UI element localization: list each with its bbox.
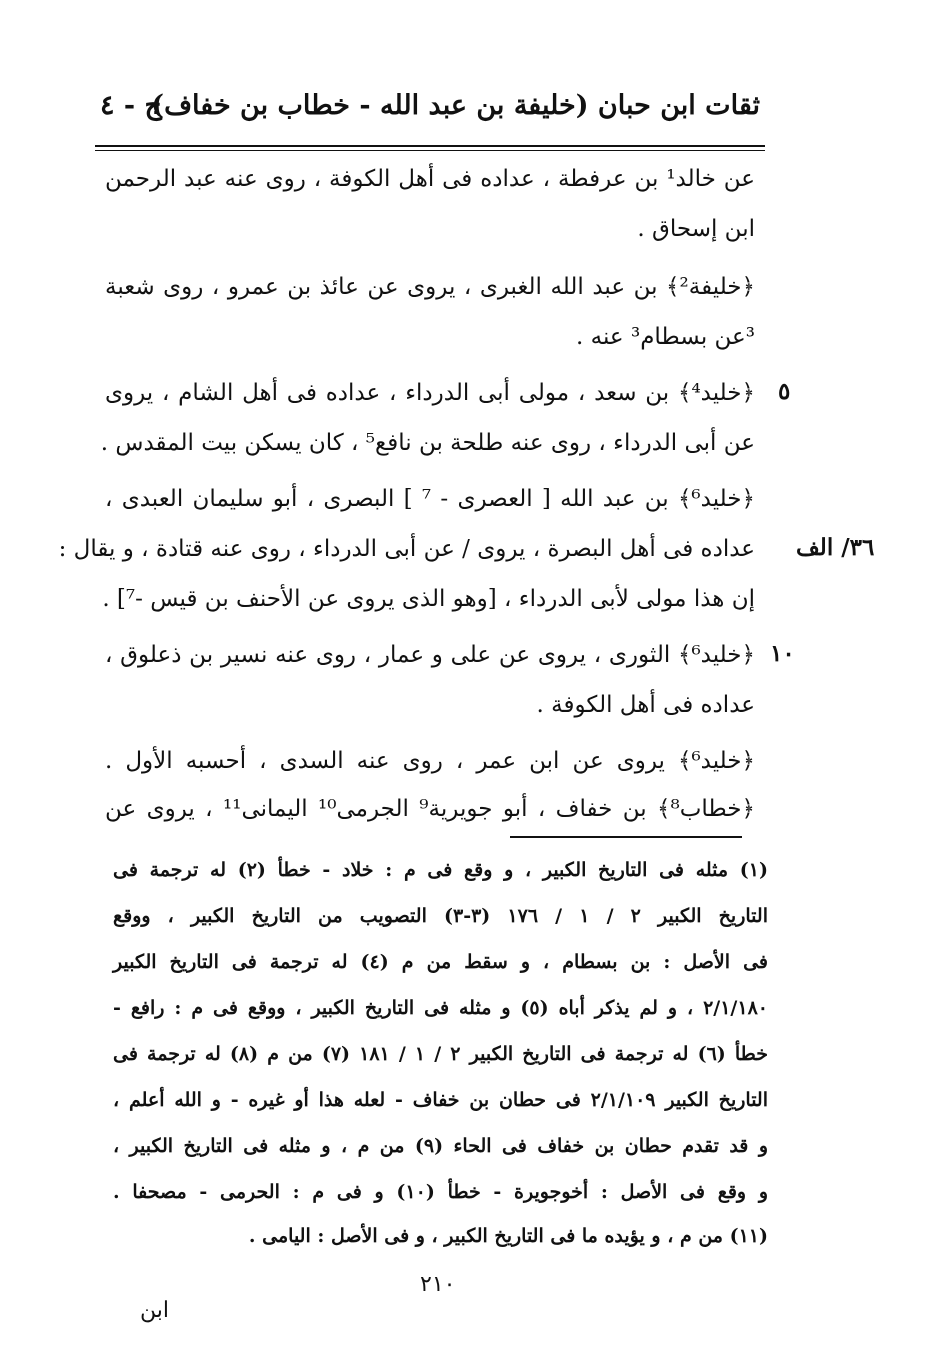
body-line: ابن إسحاق . (637, 216, 755, 242)
body-line: عداده فى أهل الكوفة . (536, 692, 755, 718)
footnote-line: فى الأصل : بن بسطام ، و سقط من م (٤) له ترجمة فى التاريخ الكبير (113, 951, 768, 973)
body-line: ³عن بسطام³ عنه . (576, 324, 755, 350)
body-line: ﴿خطاب⁸﴾ بن خفاف ، أبو جويرية⁹ الجرمى¹⁰ اليمانى¹¹ ، يروى عن (105, 796, 755, 822)
footnote-line: ٢/١/١٨٠ ، و لم يذكر أباه (٥) و مثله فى التاريخ الكبير ، ووقع فى م : رافع - (113, 997, 768, 1019)
footnote-line: و وقع فى الأصل : أخوجويرة - خطأ (١٠) و فى م : الحرمى - مصحفا . (113, 1181, 768, 1203)
footnote-line: و قد تقدم حطان بن خفاف فى الحاء (٩) من م ، و مثله فى التاريخ الكبير ، (113, 1135, 768, 1157)
body-line: ﴿خليد⁶﴾ الثورى ، يروى عن على و عمار ، روى عنه نسير بن ذعلوق ، (105, 642, 755, 668)
footnote-line: (١١) من م ، و يؤيده ما فى التاريخ الكبير ، و فى الأصل : اليامى . (248, 1225, 768, 1247)
running-header (100, 90, 760, 140)
header-volume: ج - ٤ (100, 90, 162, 121)
header-title: ثقات ابن حبان (خليفة بن عبد الله - خطاب بن خفاف) (151, 90, 760, 121)
catchword: ابن (140, 1298, 169, 1323)
body-line: ﴿خليد⁶﴾ يروى عن ابن عمر ، روى عنه السدى ، أحسبه الأول . (105, 748, 755, 774)
body-line: عن أبى الدرداء ، روى عنه طلحة بن نافع⁵ ، كان يسكن بيت المقدس . (100, 430, 755, 456)
header-rule-thin (95, 150, 765, 151)
footnote-line: التاريخ الكبير ٢ / ١ / ١٧٦ (٣-٣) التصويب من التاريخ الكبير ، ووقع (113, 905, 768, 927)
body-line: إن هذا مولى لأبى الدرداء ، [وهو الذى يروى عن الأحنف بن قيس -⁷] . (102, 586, 755, 612)
footnote-line: التاريخ الكبير ٢/١/١٠٩ فى حطان بن خفاف - لعله هذا أو غيره - و الله أعلم ، (113, 1089, 768, 1111)
margin-line-number-10: ١٠ (770, 640, 795, 667)
footnote-line: (١) مثله فى التاريخ الكبير ، و وقع فى م : خلاد - خطأ (٢) له ترجمة فى (113, 859, 768, 881)
margin-folio-marker: ٣٦/ الف (796, 534, 875, 561)
header-rule (95, 145, 765, 147)
body-line: عداده فى أهل البصرة ، يروى / عن أبى الدرداء ، روى عنه قتادة ، و يقال : (58, 536, 755, 562)
footnote-line: خطأ (٦) له ترجمة فى التاريخ الكبير ٢ / ١ / ١٨١ (٧) من م (٨) له ترجمة فى (113, 1043, 768, 1065)
body-line: عن خالد¹ بن عرفطة ، عداده فى أهل الكوفة ، روى عنه عبد الرحمن (105, 166, 756, 192)
body-line: ﴿خليد⁶﴾ بن عبد الله [ العصرى - ⁷ ] البصرى ، أبو سليمان العبدى ، (105, 486, 755, 512)
footnote-separator (510, 836, 742, 838)
body-line: ﴿خليد⁴﴾ بن سعد ، مولى أبى الدرداء ، عداده فى أهل الشام ، يروى (105, 380, 755, 406)
margin-line-number-5: ٥ (778, 378, 791, 405)
body-line: ﴿خليفة²﴾ بن عبد الله الغبرى ، يروى عن عائذ بن عمرو ، روى شعبة (105, 274, 755, 300)
page-number: ٢١٠ (420, 1272, 456, 1297)
